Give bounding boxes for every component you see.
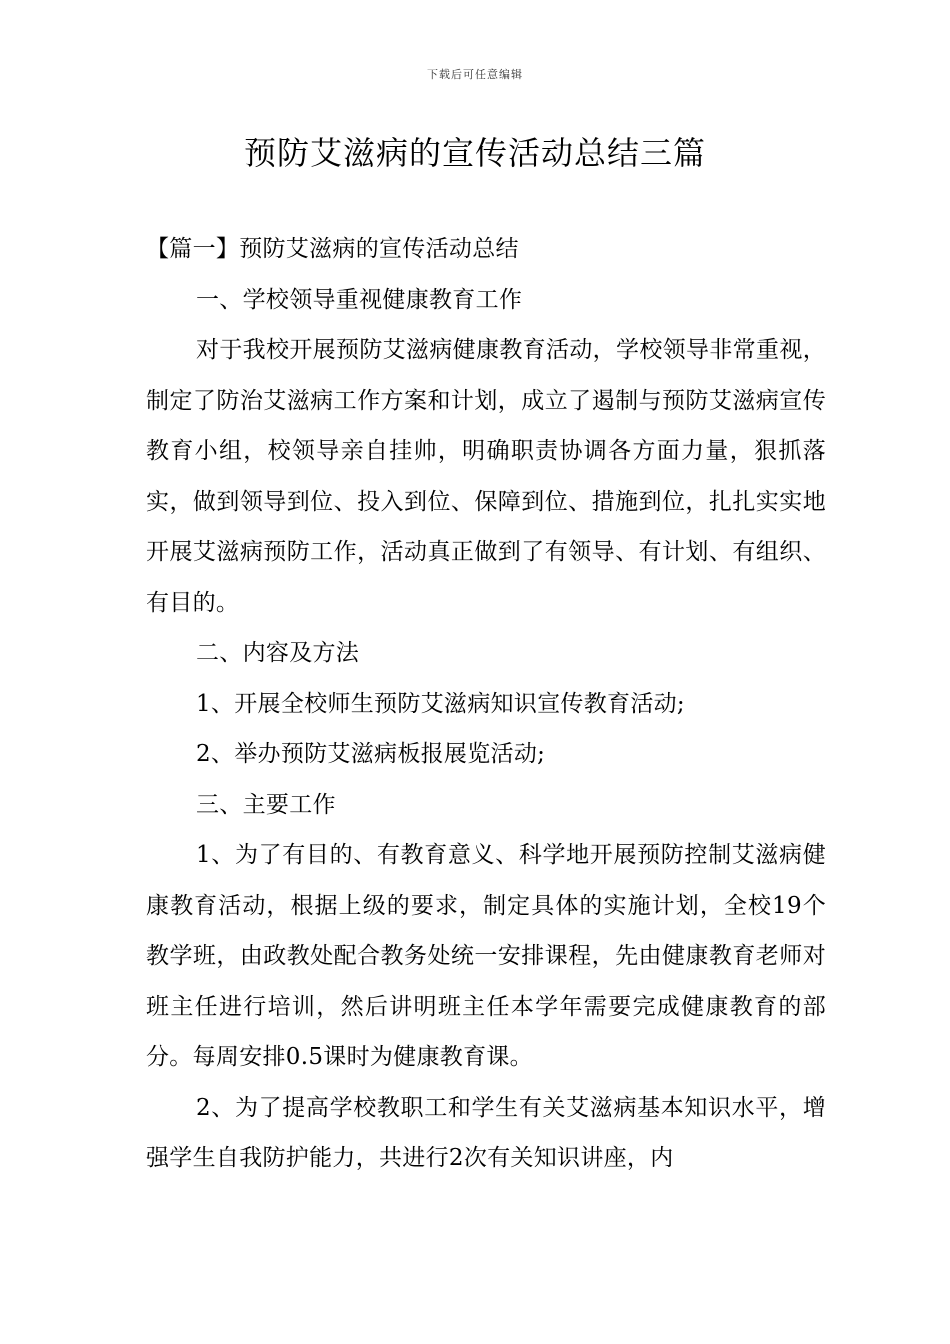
paragraph-leadership: 对于我校开展预防艾滋病健康教育活动，学校领导非常重视，制定了防治艾滋病工作方案和计划，成立了遏制与预防艾滋病宣传教育小组，校领导亲自挂帅，明确职责协调各方面力量，狠抓落实，做到领导到位、投入到位、保障到位、措施到位，扎扎实实地开展艾滋病预防工作，活动真正做到了有领导、有计划、有组织、有目的。: [146, 337, 826, 616]
paragraph-main-work-1: 1、为了有目的、有教育意义、科学地开展预防控制艾滋病健康教育活动，根据上级的要求，制定具体的实施计划，全校19个教学班，由政教处配合教务处统一安排课程，先由健康教育老师对班主任进行培训，然后讲明班主任本学年需要完成健康教育的部分。每周安排0.5课时为健康教育课。: [146, 842, 826, 1070]
subheading-content-methods: 二、内容及方法: [196, 640, 360, 666]
document-body: [146, 224, 826, 1184]
document-title: 预防艾滋病的宣传活动总结三篇: [243, 134, 706, 172]
subheading-leadership: 一、学校领导重视健康教育工作: [196, 286, 523, 313]
list-item-2: 2、举办预防艾滋病板报展览活动;: [196, 741, 546, 767]
subheading-main-work: 三、主要工作: [196, 791, 336, 818]
list-item-1: 1、开展全校师生预防艾滋病知识宣传教育活动;: [196, 690, 685, 717]
paragraph-main-work-2: 2、为了提高学校教职工和学生有关艾滋病基本知识水平，增强学生自我防护能力，共进行2次有关知识讲座，内: [146, 1094, 826, 1171]
page-header-note: 下载后可任意编辑: [427, 68, 523, 81]
section-heading: 【篇一】预防艾滋病的宣传活动总结: [146, 236, 519, 262]
